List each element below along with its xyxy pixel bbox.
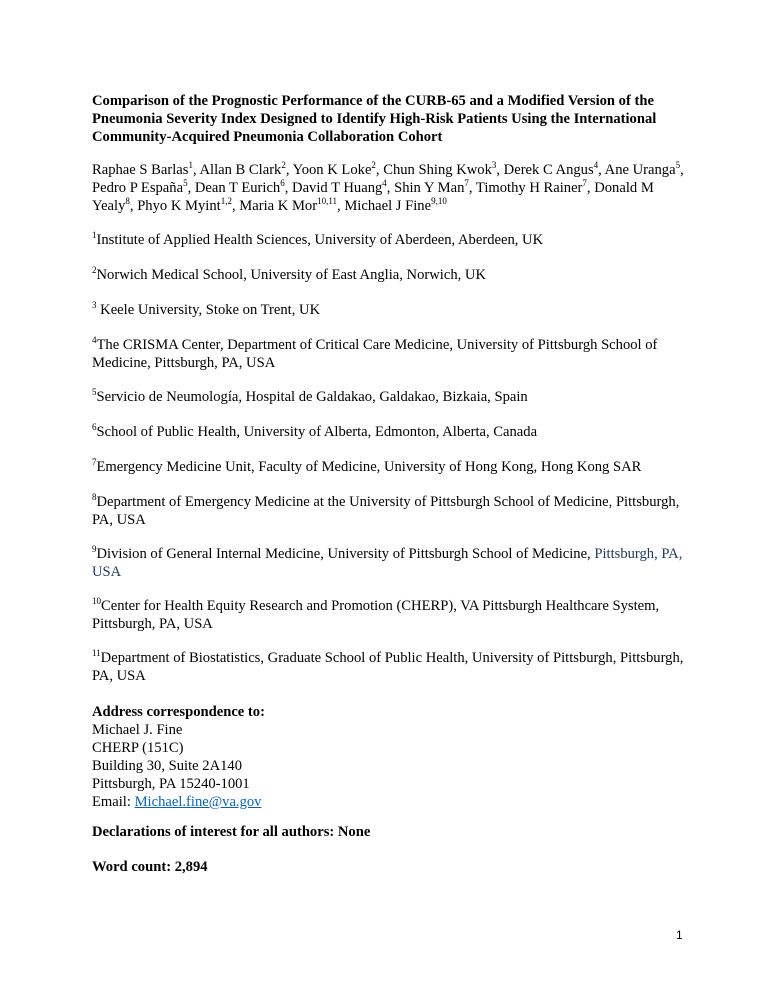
author: Dean T Eurich$^6$ xyxy=(194,178,285,196)
email-label: Email: xyxy=(92,794,135,810)
affiliation: $^8$Department of Emergency Medicine at the University of Pittsburgh School of Medicine, Pittsburgh, PA, USA xyxy=(92,492,680,528)
affiliation: $^9$Division of General Internal Medicine, University of Pittsburgh School of Medicine, Pittsburgh, PA, USA xyxy=(92,544,683,580)
correspondence-line: Pittsburgh, PA 15240-1001 xyxy=(92,776,250,792)
author: Shin Y Man$^7$ xyxy=(394,178,469,196)
affiliation: $^{11}$Department of Biostatistics, Graduate School of Public Health, University of Pittsburgh, Pittsburgh, PA, USA xyxy=(92,648,684,684)
correspondence-block xyxy=(92,703,692,811)
correspondence-email-line xyxy=(92,793,692,811)
author-list: Raphae S Barlas$^1$, Allan B Clark$^2$, Yoon K Loke$^2$, Chun Shing Kwok$^3$, Derek C Angus$^4$, Ane Uranga$^5$, Pedro P España$^5$, Dean T Eurich$^6$, David T Huang$^4$, Shin Y Man$^7$, Timothy H Rainer$^7$, Donald M Yealy$^8$, Phyo K Myint$^{1,2}$, Maria K Mor$^{10,11}$, Michael J Fine$^{9,10}$ xyxy=(92,160,684,214)
affiliation: $^4$The CRISMA Center, Department of Critical Care Medicine, University of Pittsburgh School of Medicine, Pittsburgh, PA, USA xyxy=(92,335,658,371)
author: Derek C Angus$^4$ xyxy=(503,160,599,178)
correspondence-line: Michael J. Fine xyxy=(92,722,183,738)
affiliation: $^2$Norwich Medical School, University of East Anglia, Norwich, UK xyxy=(92,265,486,283)
page-number: 1 xyxy=(676,928,683,942)
author: Phyo K Myint$^{1,2}$ xyxy=(137,196,232,214)
author: Allan B Clark$^2$ xyxy=(199,160,286,178)
affiliation: $^{10}$Center for Health Equity Research and Promotion (CHERP), VA Pittsburgh Healthcare System, Pittsburgh, PA, USA xyxy=(92,596,660,632)
correspondence-line: CHERP (151C) xyxy=(92,740,184,756)
affiliation: $^1$Institute of Applied Health Sciences, University of Aberdeen, Aberdeen, UK xyxy=(92,230,544,248)
author: Pedro P España$^5$ xyxy=(92,178,188,196)
author: Maria K Mor$^{10,11}$ xyxy=(239,196,338,214)
author: Timothy H Rainer$^7$ xyxy=(475,178,587,196)
affiliation: $^7$Emergency Medicine Unit, Faculty of Medicine, University of Hong Kong, Hong Kong SAR xyxy=(92,457,642,475)
author: Raphae S Barlas$^1$ xyxy=(92,160,193,178)
author: Michael J Fine$^{9,10}$ xyxy=(344,196,447,214)
word-count: Word count: 2,894 xyxy=(92,859,208,875)
author: Chun Shing Kwok$^3$ xyxy=(383,160,497,178)
affiliation: $^5$Servicio de Neumología, Hospital de Galdakao, Galdakao, Bizkaia, Spain xyxy=(92,387,528,405)
author: Donald M Yealy$^8$ xyxy=(92,180,654,214)
author: Ane Uranga$^5$ xyxy=(604,160,681,178)
declarations: Declarations of interest for all authors: None xyxy=(92,824,371,840)
affiliation: $^3$ Keele University, Stoke on Trent, UK xyxy=(92,300,321,318)
author: David T Huang$^4$ xyxy=(292,178,387,196)
correspondence-heading: Address correspondence to: xyxy=(92,704,265,720)
affiliation: $^6$School of Public Health, University of Alberta, Edmonton, Alberta, Canada xyxy=(92,422,538,440)
email-link[interactable]: Michael.fine@va.gov xyxy=(134,794,262,810)
author: Yoon K Loke$^2$ xyxy=(292,160,376,178)
paper-title: Comparison of the Prognostic Performance of the CURB-65 and a Modified Version of the Pneumonia Severity Index Designed to Identify High-Risk Patients Using the International Community-Acquired Pneumonia Collaboration Cohort xyxy=(92,93,657,145)
correspondence-line: Building 30, Suite 2A140 xyxy=(92,758,242,774)
